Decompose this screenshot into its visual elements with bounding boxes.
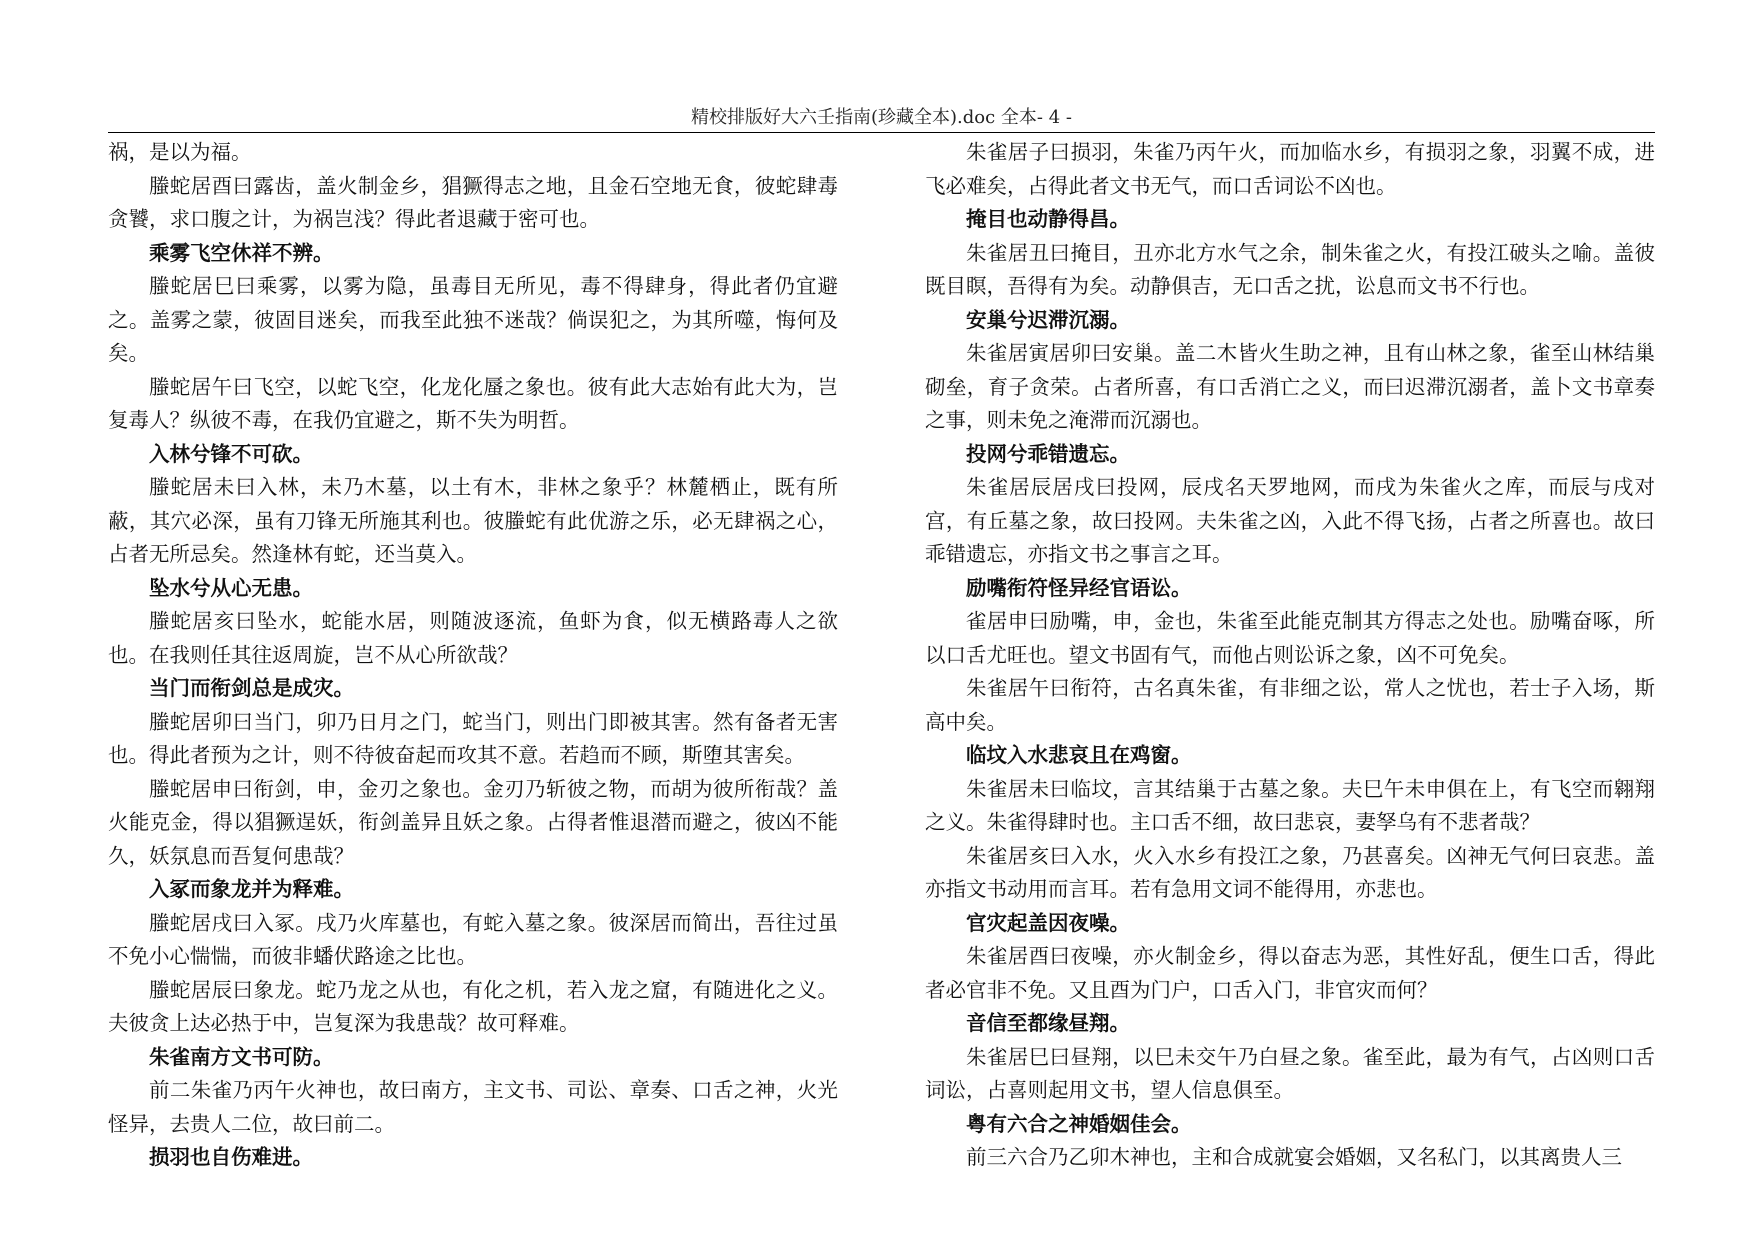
section-heading: 粤有六合之神婚姻佳会。: [966, 1111, 1192, 1136]
paragraph: 前三六合乃乙卯木神也，主和合成就宴会婚姻，又名私门，以其离贵人三: [966, 1145, 1622, 1169]
section-heading: 乘雾飞空休祥不辨。: [149, 240, 334, 265]
paragraph: 朱雀居巳曰昼翔，以巳未交午乃白昼之象。雀至此，最为有气，占凶则口舌词讼，占喜则起用文书，望人信息俱至。: [925, 1044, 1655, 1102]
paragraph: 雀居申曰励嘴，申，金也，朱雀至此能克制其方得志之处也。励嘴奋啄，所以口舌尤旺也。望文书固有气，而他占则讼诉之象，凶不可免矣。: [925, 609, 1655, 667]
paragraph: 朱雀居未曰临坟，言其结巢于古墓之象。夫巳午未申俱在上，有飞空而翱翔之义。朱雀得肆时也。主口舌不细，故曰悲哀，妻孥乌有不悲者哉？: [925, 776, 1655, 834]
paragraph: 祸，是以为福。: [108, 140, 252, 164]
paragraph: 螣蛇居巳曰乘雾，以雾为隐，虽毒目无所见，毒不得肆身，得此者仍宜避之。盖雾之蒙，彼固目迷矣，而我至此独不迷哉？倘误犯之，为其所噬，悔何及矣。: [108, 274, 838, 365]
header-rule: [108, 132, 1655, 133]
section-heading: 朱雀南方文书可防。: [149, 1044, 334, 1069]
section-heading: 励嘴衔符怪异经官语讼。: [966, 575, 1192, 600]
paragraph: 螣蛇居卯曰当门，卯乃日月之门，蛇当门，则出门即被其害。然有备者无害也。得此者预为之计，则不待彼奋起而攻其不意。若趋而不顾，斯堕其害矣。: [108, 709, 838, 767]
paragraph: 螣蛇居申曰衔剑，申，金刃之象也。金刃乃斩彼之物，而胡为彼所衔哉？盖火能克金，得以猖獗逞妖，衔剑盖异且妖之象。占得者惟退潜而避之，彼凶不能久，妖氛息而吾复何患哉？: [108, 776, 838, 868]
section-heading: 入冢而象龙并为释难。: [149, 877, 354, 901]
paragraph: 螣蛇居未曰入林，未乃木墓，以土有木，非林之象乎？林麓栖止，既有所蔽，其穴必深，虽有刀锋无所施其利也。彼螣蛇有此优游之乐，必无肆祸之心，占者无所忌矣。然逢林有蛇，还当莫入。: [108, 475, 838, 566]
paragraph: 螣蛇居辰曰象龙。蛇乃龙之从也，有化之机，若入龙之窟，有随进化之义。夫彼贪上达必热于中，岂复深为我患哉？故可释难。: [108, 977, 838, 1035]
section-heading: 坠水兮从心无患。: [149, 575, 313, 600]
page-header: 精校排版好大六壬指南(珍藏全本).doc 全本- 4 -: [691, 107, 1072, 128]
paragraph: 朱雀居辰居戌曰投网，辰戌名天罗地网，而戌为朱雀火之库，而辰与戌对宫，有丘墓之象，故曰投网。夫朱雀之凶，入此不得飞扬，占者之所喜也。故曰乖错遗忘，亦指文书之事言之耳。: [925, 475, 1655, 566]
paragraph: 前二朱雀乃丙午火神也，故曰南方，主文书、司讼、章奏、口舌之神，火光怪异，去贵人二位，故曰前二。: [108, 1078, 838, 1136]
section-heading: 掩目也动静得昌。: [966, 207, 1130, 231]
right-column: [925, 136, 1655, 1175]
section-heading: 音信至都缘昼翔。: [966, 1011, 1130, 1035]
section-heading: 损羽也自伤难进。: [149, 1145, 313, 1169]
paragraph: 朱雀居酉曰夜噪，亦火制金乡，得以奋志为恶，其性好乱，便生口舌，得此者必官非不免。又且酉为门户，口舌入门，非官灾而何？: [925, 944, 1655, 1002]
paragraph: 朱雀居子曰损羽，朱雀乃丙午火，而加临水乡，有损羽之象，羽翼不成，进飞必难矣，占得此者文书无气，而口舌词讼不凶也。: [925, 140, 1655, 198]
section-heading: 安巢兮迟滞沉溺。: [966, 307, 1130, 332]
left-column: [108, 136, 838, 1175]
paragraph: 朱雀居亥曰入水，火入水乡有投江之象，乃甚喜矣。凶神无气何曰哀悲。盖亦指文书动用而言耳。若有急用文词不能得用，亦悲也。: [925, 843, 1655, 901]
paragraph: 螣蛇居亥曰坠水，蛇能水居，则随波逐流，鱼虾为食，似无横路毒人之欲也。在我则任其往返周旋，岂不从心所欲哉？: [108, 609, 838, 667]
paragraph: 朱雀居寅居卯曰安巢。盖二木皆火生助之神，且有山林之象，雀至山林结巢砌垒，育子贪荣。占者所喜，有口舌消亡之义，而曰迟滞沉溺者，盖卜文书章奏之事，则未免之淹滞而沉溺也。: [925, 341, 1655, 432]
paragraph: 朱雀居丑曰掩目，丑亦北方水气之余，制朱雀之火，有投江破头之喻。盖彼既目瞑，吾得有为矣。动静俱吉，无口舌之扰，讼息而文书不行也。: [925, 240, 1655, 298]
paragraph: 螣蛇居午曰飞空，以蛇飞空，化龙化蜃之象也。彼有此大志始有此大为，岂复毒人？纵彼不毒，在我仍宜避之，斯不失为明哲。: [108, 374, 838, 432]
paragraph: 朱雀居午曰衔符，古名真朱雀，有非细之讼，常人之忧也，若士子入场，斯高中矣。: [925, 676, 1655, 734]
section-heading: 临坟入水悲哀且在鸡窗。: [966, 743, 1192, 767]
paragraph: 螣蛇居戌曰入冢。戌乃火库墓也，有蛇入墓之象。彼深居而简出，吾往过虽不免小心惴惴，而彼非蟠伏路途之比也。: [108, 910, 838, 968]
section-heading: 当门而衔剑总是成灾。: [149, 676, 354, 700]
section-heading: 官灾起盖因夜噪。: [966, 910, 1130, 935]
section-heading: 投网兮乖错遗忘。: [966, 441, 1130, 466]
section-heading: 入林兮锋不可砍。: [149, 441, 313, 466]
paragraph: 螣蛇居酉曰露齿，盖火制金乡，猖獗得志之地，且金石空地无食，彼蛇肆毒贪饕，求口腹之计，为祸岂浅？得此者退藏于密可也。: [108, 173, 838, 231]
